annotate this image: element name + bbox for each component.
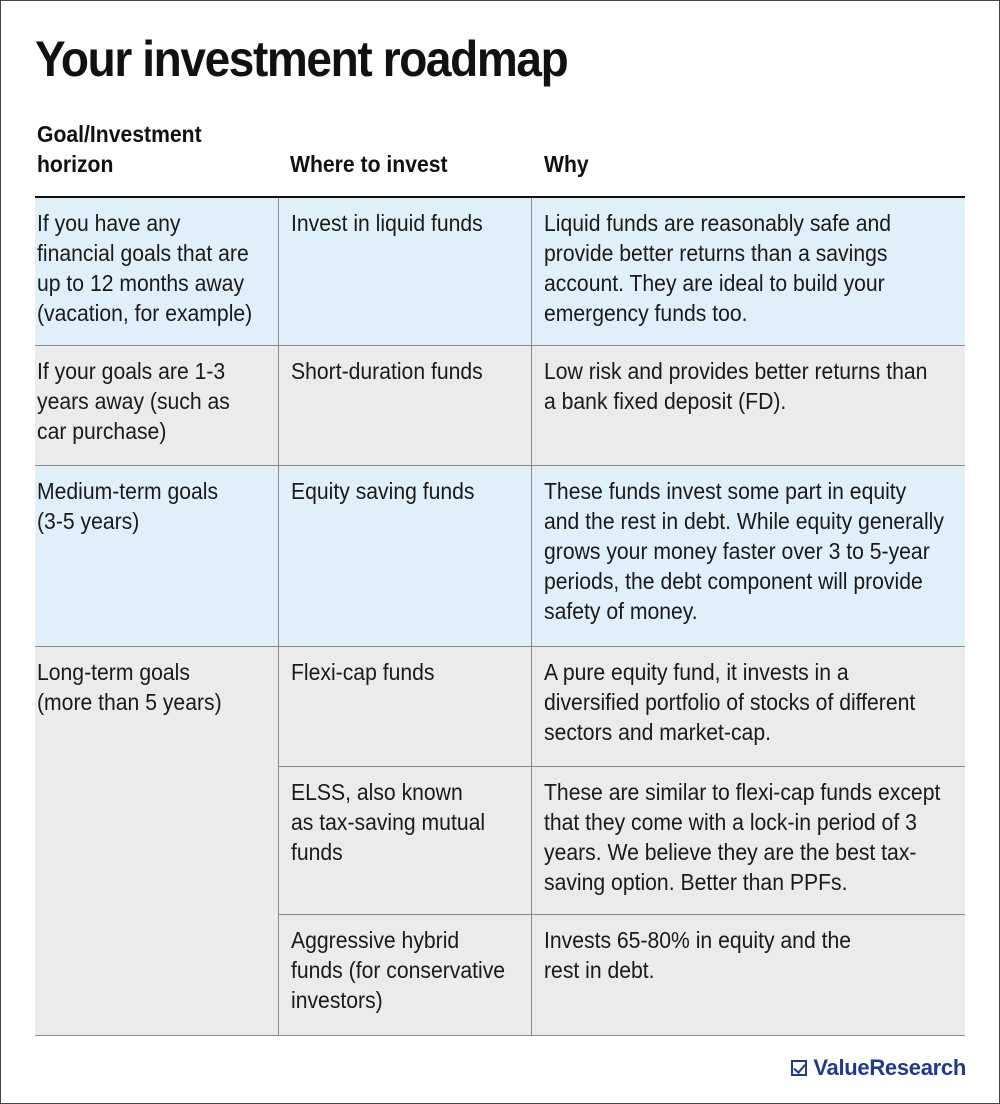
goal-cell: Medium-term goals (3-5 years)	[37, 478, 219, 534]
value-research-logo	[791, 1055, 966, 1081]
why-cell: Low risk and provides better returns than a bank fixed deposit (FD).	[531, 346, 965, 465]
where-cell: ELSS, also known as tax-saving mutual funds	[278, 767, 531, 914]
page-title: Your investment roadmap	[35, 31, 568, 87]
header-goal: Goal/Investment horizon	[37, 121, 202, 177]
row-divider	[278, 766, 965, 767]
table-row	[35, 198, 965, 345]
where-cell: Invest in liquid funds	[278, 198, 531, 345]
table-row	[35, 466, 965, 646]
header-why: Why	[544, 151, 589, 177]
where-cell: Equity saving funds	[278, 466, 531, 646]
why-cell: A pure equity fund, it invests in a diversified portfolio of stocks of different sectors and market-cap.	[531, 647, 965, 766]
header-where: Where to invest	[290, 151, 448, 177]
why-cell: Liquid funds are reasonably safe and provide better returns than a savings account. They are ideal to build your emergency funds too.	[531, 198, 965, 345]
table-bottom-border	[35, 1035, 965, 1036]
why-cell: These funds invest some part in equity and the rest in debt. While equity generally grows your money faster over 3 to 5-year periods, the debt component will provide safety of money.	[531, 466, 965, 646]
goal-cell: If your goals are 1-3 years away (such as car purchase)	[37, 358, 230, 444]
why-cell: These are similar to flexi-cap funds except that they come with a lock-in period of 3 years. We believe they are the best tax- saving option. Better than PPFs.	[531, 767, 965, 914]
row-divider	[278, 914, 965, 915]
brand-name: ValueResearch	[813, 1055, 966, 1080]
goal-cell: Long-term goals (more than 5 years)	[37, 659, 222, 715]
checkbox-icon	[791, 1060, 807, 1076]
table-row-group	[35, 647, 965, 1035]
where-cell: Aggressive hybrid funds (for conservative investors)	[278, 915, 531, 1035]
where-cell: Flexi-cap funds	[278, 647, 531, 766]
why-cell: Invests 65-80% in equity and the rest in debt.	[531, 915, 965, 1035]
where-cell: Short-duration funds	[278, 346, 531, 465]
goal-cell: If you have any financial goals that are up to 12 months away (vacation, for example)	[37, 210, 253, 326]
table-row	[35, 346, 965, 465]
